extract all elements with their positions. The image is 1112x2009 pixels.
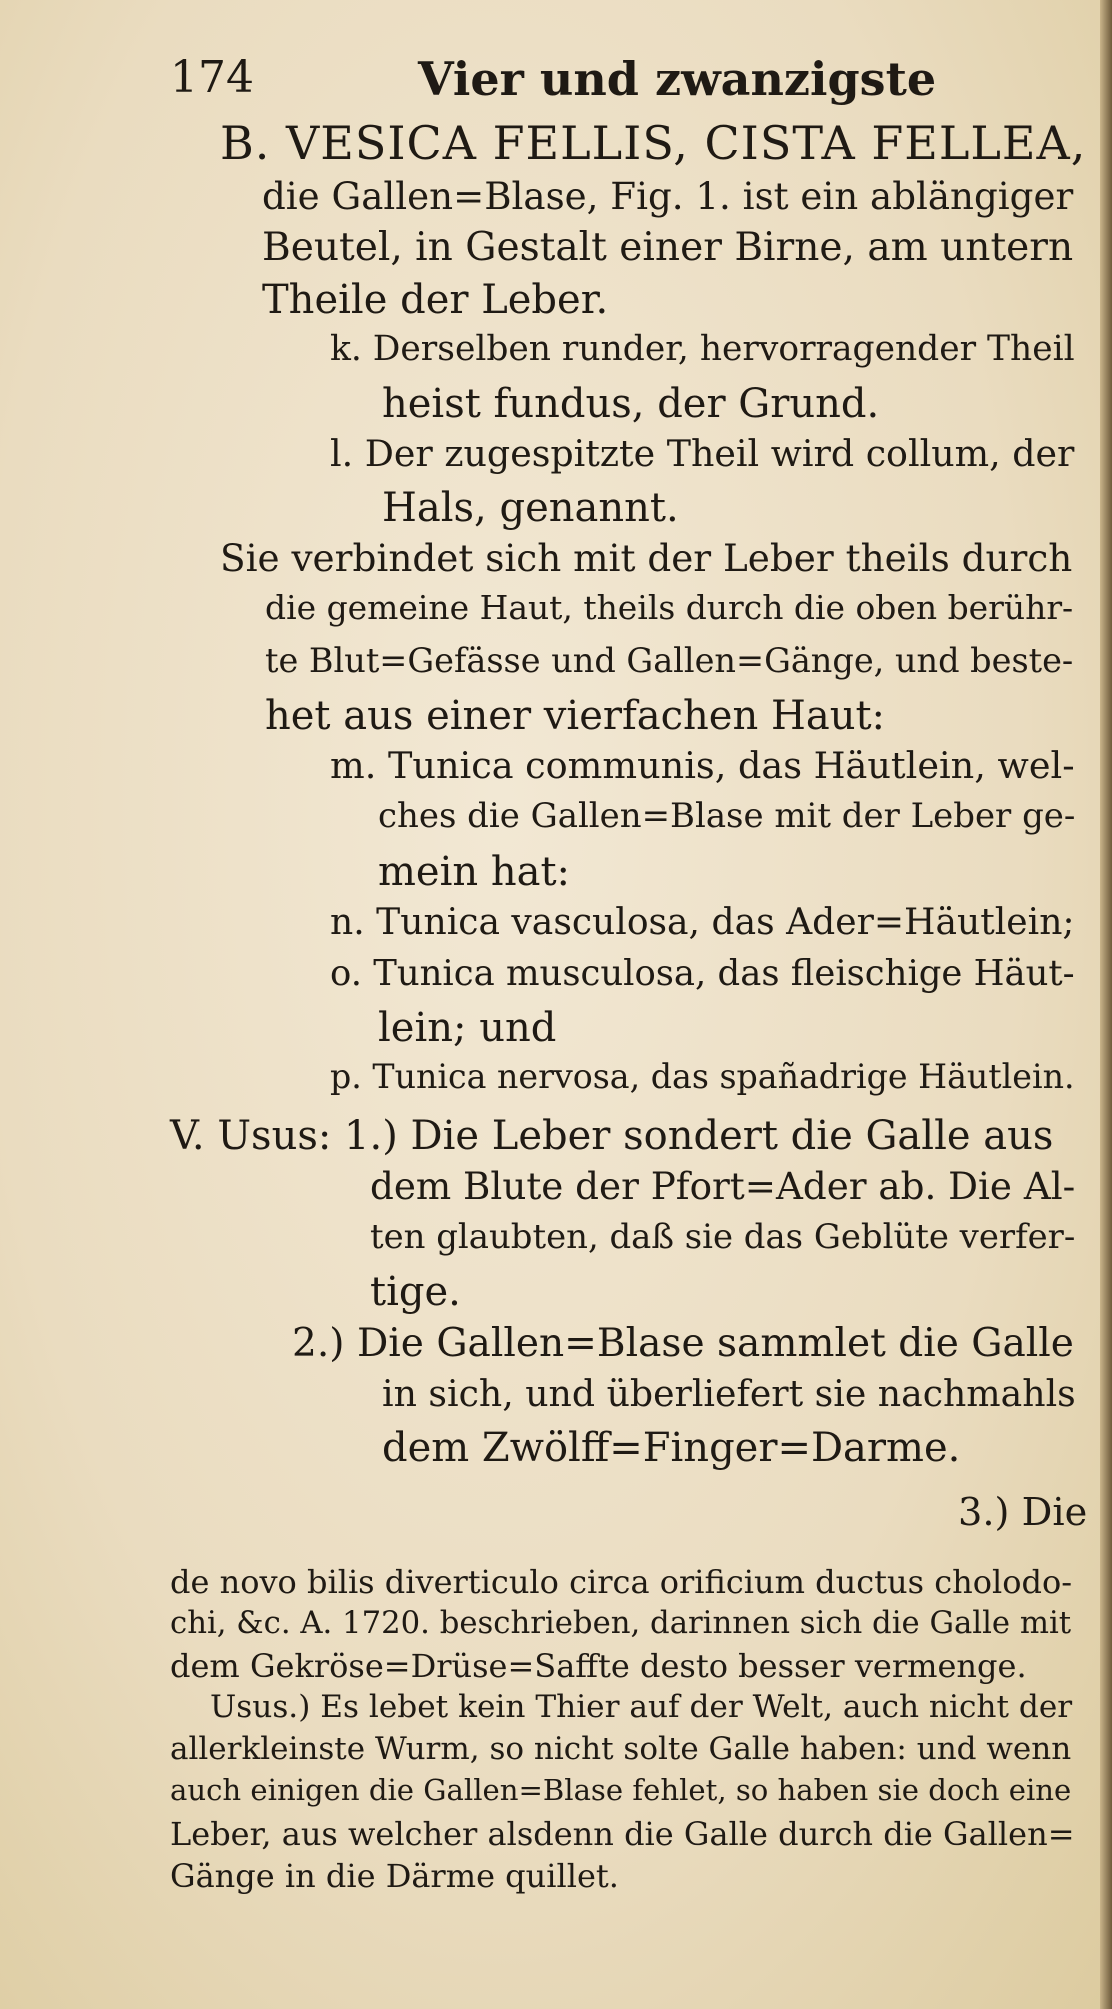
text-line: m. Tunica communis, das Häutlein, wel- — [330, 744, 1075, 787]
text-line: k. Derselben runder, hervorragender Theil — [330, 329, 1075, 369]
text-line: te Blut=Gefässe und Gallen=Gänge, und beste- — [265, 641, 1074, 680]
text-line: 2.) Die Gallen=Blase sammlet die Galle — [292, 1321, 1074, 1366]
footnote-line: Usus.) Es lebet kein Thier auf der Welt, auch nicht der — [210, 1689, 1073, 1725]
text-line: die Gallen=Blase, Fig. 1. ist ein ablängiger — [262, 174, 1074, 218]
footnote-line: dem Gekröse=Drüse=Saffte desto besser vermenge. — [170, 1647, 1027, 1685]
footnote-line: auch einigen die Gallen=Blase fehlet, so haben sie doch eine — [170, 1773, 1072, 1807]
text-line: het aus einer vierfachen Haut: — [265, 693, 885, 739]
text-line: p. Tunica nervosa, das spañadrige Häutlein. — [330, 1057, 1075, 1096]
running-title: Vier und zwanzigste — [418, 52, 937, 106]
text-line: tige. — [370, 1269, 461, 1315]
footnote-line: Gänge in die Därme quillet. — [170, 1857, 619, 1895]
text-line: ches die Gallen=Blase mit der Leber ge- — [378, 796, 1076, 836]
catchword: 3.) Die — [958, 1490, 1088, 1535]
text-line: n. Tunica vasculosa, das Ader=Häutlein; — [330, 901, 1075, 943]
page-gutter-shadow — [1100, 0, 1112, 2009]
footnote-line: de novo bilis diverticulo circa orificium ductus cholodo- — [170, 1563, 1073, 1601]
section-heading: B. VESICA FELLIS, CISTA FELLEA, — [220, 116, 1087, 170]
footnote-line: chi, &c. A. 1720. beschrieben, darinnen sich die Galle mit — [170, 1605, 1072, 1641]
text-line: Hals, genannt. — [382, 485, 679, 531]
text-line: dem Zwölff=Finger=Darme. — [382, 1425, 961, 1471]
text-line: Theile der Leber. — [262, 277, 609, 323]
text-line: V. Usus: 1.) Die Leber sondert die Galle aus — [170, 1113, 1054, 1159]
text-line: l. Der zugespitzte Theil wird collum, der — [330, 432, 1075, 475]
text-line: heist fundus, der Grund. — [382, 381, 880, 427]
text-line: ten glaubten, daß sie das Geblüte verfer- — [370, 1217, 1076, 1256]
text-line: o. Tunica musculosa, das fleischige Häut- — [330, 953, 1075, 994]
text-line: mein hat: — [378, 849, 571, 895]
text-line: dem Blute der Pfort=Ader ab. Die Al- — [370, 1164, 1076, 1208]
text-line: lein; und — [378, 1005, 557, 1051]
footnote-line: Leber, aus welcher alsdenn die Galle durch die Gallen= — [170, 1815, 1075, 1853]
footnote-line: allerkleinste Wurm, so nicht solte Galle haben: und wenn — [170, 1731, 1072, 1767]
text-line: die gemeine Haut, theils durch die oben berühr- — [265, 588, 1074, 627]
text-line: in sich, und überliefert sie nachmahls — [382, 1372, 1076, 1415]
page-number: 174 — [170, 52, 254, 103]
text-line: Beutel, in Gestalt einer Birne, am untern — [262, 225, 1074, 270]
text-line: Sie verbindet sich mit der Leber theils durch — [220, 536, 1073, 580]
